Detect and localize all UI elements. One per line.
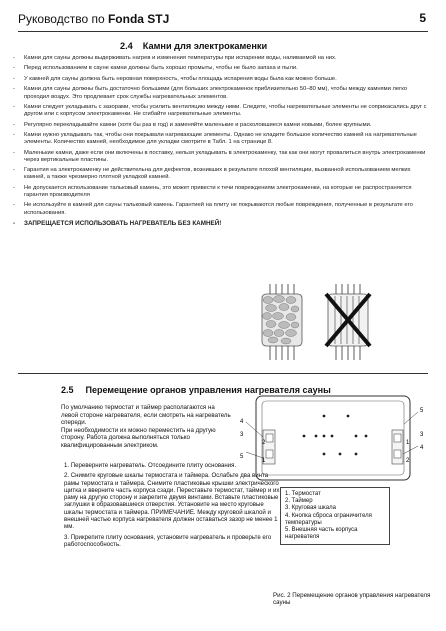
figure-caption: Рис. 2 Перемещение органов управления нагревателя сауны — [273, 592, 431, 606]
label-5-left: 5 — [240, 454, 244, 460]
step-item: 1. Переверните нагреватель. Отсоедините плиту основания. — [64, 462, 237, 469]
label-2-left: 2 — [262, 440, 266, 446]
legend-item: 1. Термостат — [285, 491, 321, 497]
label-2-right: 2 — [406, 458, 410, 464]
stones-bullet-list — [13, 55, 431, 230]
bullet-item: - Камни нужно укладывать так, чтобы они покрывали нагревающие элементы. Однако не кладите большое количество камней на нагревательные элементы. Количество камней, необходимое для укладки смотрите в Табл. 1 на странице 8. — [13, 132, 417, 146]
intro-paragraph: При необходимости их можно переместить на другую сторону. Работа должна выполняться только квалифицированным электриком. — [61, 426, 216, 449]
legend-item: 2. Таймер — [285, 498, 313, 505]
label-3-left: 3 — [240, 432, 244, 438]
section-rule — [18, 373, 428, 374]
intro-paragraph: По умолчанию термостат и таймер располагаются на левой стороне нагревателя, если смотреть на нагреватель спереди. — [61, 404, 231, 427]
intro-text — [61, 404, 233, 450]
header-rule — [18, 31, 428, 32]
correct-stones-stack — [262, 284, 302, 360]
section-heading-controls: 2.5 Перемещение органов управления нагревателя сауны — [61, 385, 331, 395]
bullet-item: - Регулярно перекладывайте камни (хотя бы раз в год) и заменяйте маленькие и расколовшиеся камни новыми, более крупными. — [13, 121, 372, 128]
label-5-right: 5 — [420, 408, 424, 414]
bullet-item: - Не допускается использование тальковый камень, это может привести к течи повреждениям электрокаменки, на которые не распространяется гарантия производителя — [13, 184, 412, 198]
bullet-item: - Перед использованием в сауне камни должны быть хорошо промыты, чтобы не было запаха и пыли. — [13, 65, 298, 72]
legend-item: 4. Кнопка сброса ограничителя температуры — [285, 512, 372, 526]
document-title: Руководство по Fonda STJ — [18, 12, 170, 26]
bullet-item: - Камни для сауны должны быть достаточно большими (для больших электрокаменок приблизительно 50–80 мм), чтобы между камнями легко проходил воздух. Это продлевает срок службы нагревательных элементов. — [13, 86, 408, 100]
procedure-steps — [64, 462, 284, 551]
warning-no-stones: - ЗАПРЕЩАЕТСЯ ИСПОЛЬЗОВАТЬ НАГРЕВАТЕЛЬ БЕЗ КАМНЕЙ! — [13, 219, 222, 227]
stone-placement-illustration — [240, 284, 390, 364]
page-header — [18, 10, 428, 32]
label-1-right: 1 — [406, 440, 410, 446]
label-4-left: 4 — [240, 419, 244, 425]
step-item: 2. Снимите круговые шкалы термостата и таймера. Ослабьте два винта рамы термостата и таймера. Снимите пластиковые крышки электрического щитка и вверните часть корпуса сзади. Переставьте термостат, таймер и их раму на другую сторону и закрепите двумя винтами. Вставьте пластиковые заглушки в образовавшиеся отверстия. Установите на место круговые шкалы термостата и таймера. ПРИМЕЧАНИЕ. Между круговой шкалой и внешней частью корпуса нагревателя должен оставаться зазор не менее 1 мм. — [64, 472, 280, 531]
legend-item: 5. Внешняя часть корпуса нагревателя — [285, 527, 358, 541]
label-1-left: 1 — [262, 458, 266, 464]
bullet-item: - Гарантия на электрокаменку не действительна для дефектов, возникших в результате плохой вентиляции, вызванной использованием мелких камней, а также чрезмерно плотной укладкой камней. — [13, 167, 411, 181]
label-4-right: 4 — [420, 445, 424, 451]
page-number: 5 — [419, 11, 426, 25]
section-heading-stones: 2.4 Камни для электрокаменки — [120, 41, 268, 51]
bullet-item: - Не используйте в камней для сауны тальковый камень. Гарантией на плиту не покрываются любые повреждения, полученные в результате его использования. — [13, 202, 413, 216]
bullet-item: - Камни следует укладывать с зазорами, чтобы усилить вентиляцию между ними. Следите, чтобы нагревательные элементы не соприкасались друг с другом или с корпусом электрокаменки. Не сгибайте нагревательные элементы. — [13, 104, 427, 118]
legend-item: 3. Круговая шкала — [285, 505, 336, 512]
step-item: 3. Прикрепите плиту основания, установите нагреватель и проверьте его работоспособность. — [64, 533, 272, 548]
label-3-right: 3 — [420, 432, 424, 438]
bullet-item: - Маленькие камни, даже если они включены в поставку, нельзя укладывать в электрокаменку, так как они могут провалиться внутрь электрокаменки через вертикальные пластины. — [13, 149, 426, 163]
bullet-item: - Камни для сауны должны выдерживать нагрев и изменения температуры при испарении воды, наливаемой на них. — [13, 55, 337, 61]
diagram-legend — [280, 487, 390, 545]
bullet-item: - У камней для сауны должна быть неровная поверхность, чтобы площадь испарения воды была как можно больше. — [13, 75, 337, 82]
